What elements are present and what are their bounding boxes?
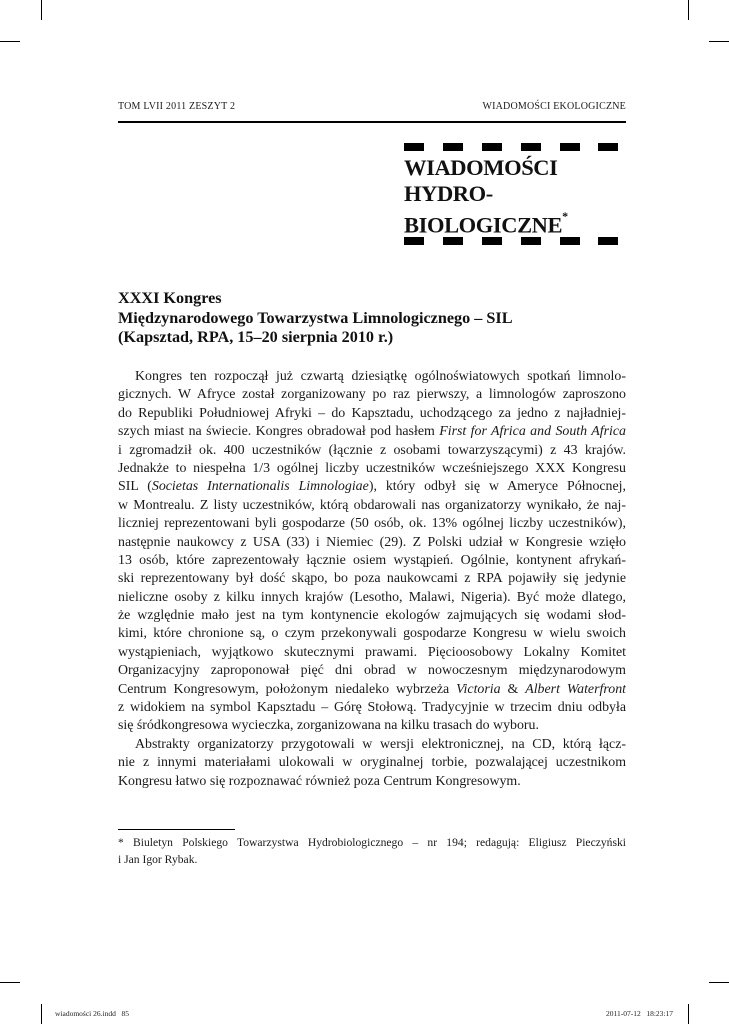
dash-row-top: [404, 143, 618, 151]
body-line: się śródkongresowa wycieczka, zorganizowana na kilku trasach do wyboru.: [118, 718, 539, 734]
article-title-line: (Kapsztad, RPA, 15–20 sierpnia 2010 r.): [118, 328, 394, 346]
dash-row-bottom: [404, 237, 618, 245]
crop-mark: [688, 0, 689, 20]
article-title-line: XXXI Kongres: [118, 289, 222, 307]
body-line: nie z innymi materiałami ulokowali w oryginalnej torbie, pozwalającej uczestnikom: [118, 755, 626, 771]
footnote: [118, 834, 626, 868]
crop-mark: [709, 41, 729, 42]
body-line: Abstrakty organizatorzy przygotowali w wersji elektronicznej, na CD, którą łącz-: [135, 736, 626, 752]
body-line: z widokiem na symbol Kapsztadu – Górę Stołową. Tradycyjnie w trzecim dniu odbyła: [118, 700, 626, 716]
body-line: 13 osób, które zaprezentowały łącznie osiem wystąpień. Ogólnie, kontynent afrykań-: [118, 552, 626, 568]
society-name-italic: Societas Internationalis Limnologiae: [151, 479, 369, 495]
journal-name: WIADOMOŚCI EKOLOGICZNE: [482, 101, 626, 112]
body-line: do Republiki Południowej Afryki – do Kapsztadu, uchodzącego za jedno z najładniej-: [118, 405, 626, 421]
body-line: następnie naukowcy z USA (33) i Niemiec (29). Z Polski udział w Kongresie wzięło: [118, 534, 626, 550]
crop-mark: [0, 982, 20, 983]
journal-issue: TOM LVII 2011 ZESZYT 2: [118, 101, 236, 112]
body-line: że względnie mało jest na tym kontynencie ekologów zajmujących się wodami słod-: [118, 608, 626, 624]
footnote-line: * Biuletyn Polskiego Towarzystwa Hydrobiologicznego – nr 194; redagują: Eligiusz Pieczyński: [118, 836, 626, 849]
body-line: wystąpieniach, wyjątkowo skutecznymi prawami. Pięcioosobowy Lokalny Komitet: [118, 644, 626, 660]
body-line: nieliczne osoby z kilku innych krajów (Lesotho, Malawi, Nigeria). Być może dlatego,: [118, 589, 626, 605]
crop-mark: [41, 1004, 42, 1024]
crop-mark: [688, 1004, 689, 1024]
body-line: w Montrealu. Z listy uczestników, którą obdarowali nas organizatorzy wynikało, że naj-: [118, 497, 626, 513]
footnote-line: i Jan Igor Rybak.: [118, 853, 198, 866]
body-line: [118, 478, 626, 496]
body-line-text: ), który odbył się w Ameryce Północnej,: [368, 479, 626, 495]
body-line: Kongresu łatwo się rozpoznawać również poza Centrum Kongresowym.: [118, 773, 521, 789]
section-title: [404, 155, 644, 239]
body-line: liczniej reprezentowani byli gospodarze (50 osób, ok. 13% ogólnej liczby uczestników),: [118, 516, 626, 532]
body-line-text: Centrum Kongresowym, położonym niedaleko wybrzeża: [118, 681, 457, 697]
body-line: Jednakże to niespełna 1/3 ogólnej liczby uczestników wcześniejszego XXX Kongresu: [118, 460, 626, 476]
section-title-line: BIOLOGICZNE: [404, 212, 563, 238]
body-line: ski reprezentowany był dość skąpo, bo poza naukowcami z RPA pojawiły się jedynie: [118, 571, 626, 587]
body-line: [118, 423, 626, 441]
slug-timestamp: 2011-07-12 18:23:17: [605, 1009, 673, 1018]
footnote-marker: *: [562, 209, 568, 223]
crop-mark: [41, 0, 42, 20]
header-rule: [118, 121, 626, 123]
motto-italic: First for Africa and South Africa: [439, 424, 626, 440]
ampersand: &: [500, 681, 526, 697]
crop-mark: [0, 41, 20, 42]
waterfront-italic: Albert Waterfront: [525, 681, 626, 697]
section-title-line: WIADOMOŚCI: [404, 155, 558, 180]
slug-file: wiadomości 26.indd 85: [55, 1009, 129, 1018]
crop-mark: [709, 982, 729, 983]
victoria-italic: Victoria: [456, 681, 501, 697]
footnote-rule: [118, 829, 235, 830]
body-line: gicznych. W Afryce został zorganizowany po raz pierwszy, a limnologów zaproszono: [118, 387, 626, 403]
body-line-text: SIL (: [118, 479, 152, 495]
article-title: [118, 289, 638, 348]
article-body: [118, 368, 626, 791]
body-line: i zgromadził ok. 400 uczestników (łącznie z osobami towarzyszącymi) z 43 krajów.: [118, 442, 626, 458]
article-title-line: Międzynarodowego Towarzystwa Limnologicznego – SIL: [118, 308, 513, 327]
body-line-text: szych miast na świecie. Kongres obradował pod hasłem: [118, 424, 440, 440]
body-line: [118, 681, 626, 699]
body-line: Kongres ten rozpoczął już czwartą dziesiątkę ogólnoświatowych spotkań limnolo-: [135, 369, 626, 384]
section-title-line: HYDRO-: [404, 181, 493, 206]
body-line: Organizacyjny zaproponował pięć dni obrad w nowoczesnym międzynarodowym: [118, 663, 626, 679]
body-line: kimi, które chronione są, o czym przekonywali gospodarze Kongresu w wielu swoich: [118, 626, 626, 642]
